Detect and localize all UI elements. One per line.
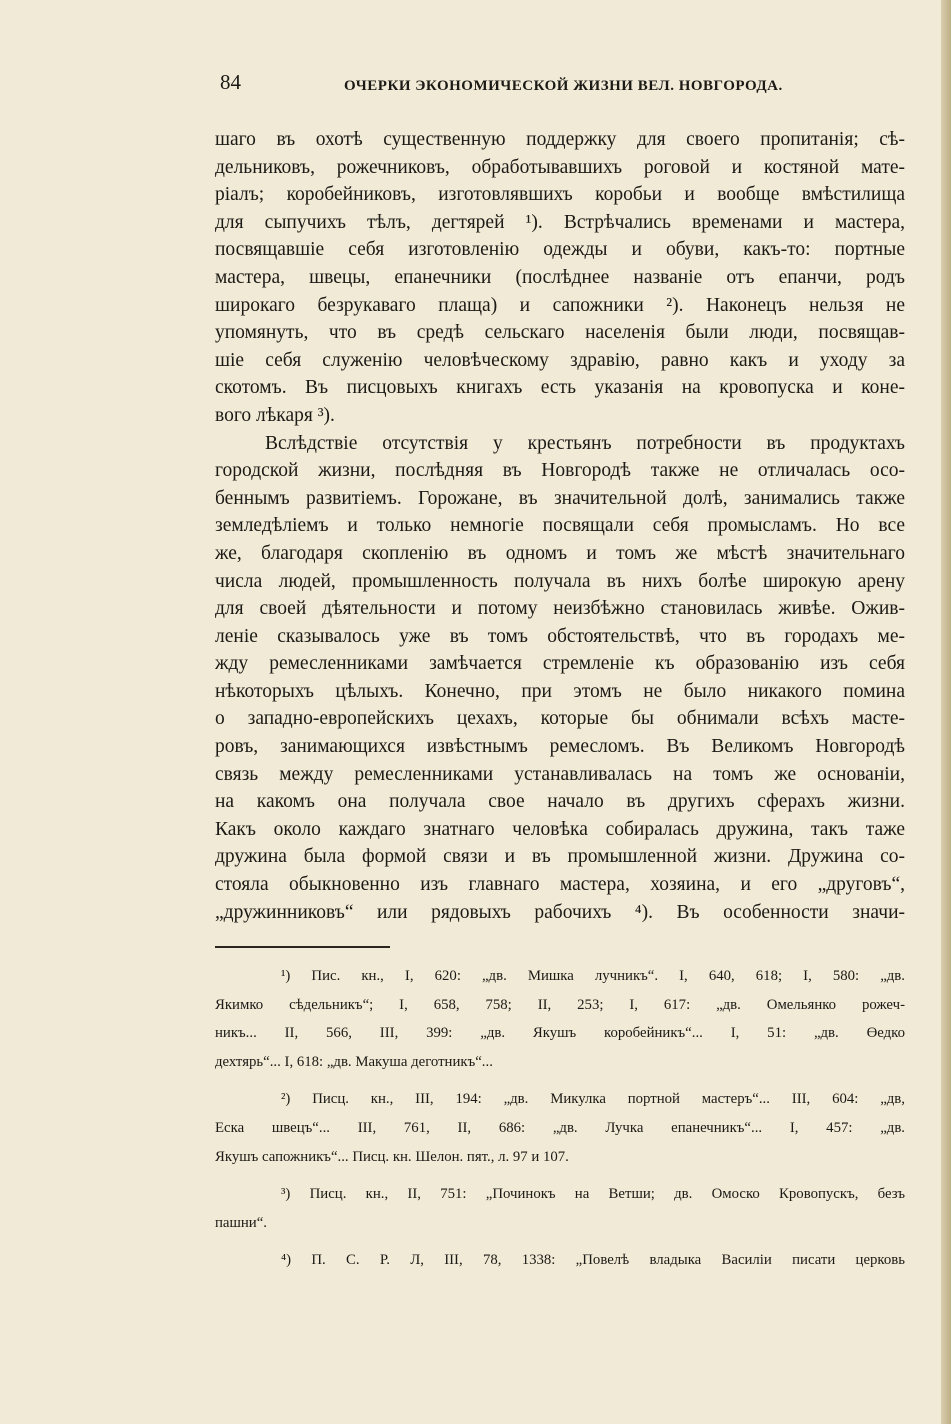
text-line: скотомъ. Въ писцовыхъ книгахъ есть указанія на кровопуска и коне- bbox=[215, 377, 905, 399]
text-line: жду ремесленниками замѣчается стремленіе къ образованію изъ себя bbox=[215, 653, 905, 675]
footnote-2 bbox=[215, 1085, 905, 1171]
footnote-line: ³) Писц. кн., II, 751: „Починокъ на Ветши; дв. Омоско Кровопускъ, безъ bbox=[281, 1186, 905, 1203]
text-line: ровъ, занимающихся извѣстнымъ ремесломъ. Въ Великомъ Новгородѣ bbox=[215, 736, 905, 758]
page-header bbox=[220, 70, 910, 100]
running-head: ОЧЕРКИ ЭКОНОМИЧЕСКОЙ ЖИЗНИ ВЕЛ. НОВГОРОДА. bbox=[344, 78, 783, 94]
body-text bbox=[215, 126, 905, 926]
footnote-separator bbox=[215, 946, 390, 948]
text-line: стояла обыкновенно изъ главнаго мастера, хозяина, и его „друговъ“, bbox=[215, 874, 905, 896]
footnote-line: Еска швецъ“... III, 761, II, 686: „дв. Лучка епанечникъ“... I, 457: „дв. bbox=[215, 1119, 905, 1136]
text-line: ріалъ; коробейниковъ, изготовлявшихъ коробьи и вообще вмѣстилища bbox=[215, 184, 905, 206]
footnote-line: ¹) Пис. кн., I, 620: „дв. Мишка лучникъ“. I, 640, 618; I, 580: „дв. bbox=[281, 968, 905, 984]
text-line: шаго въ охотѣ существенную поддержку для своего пропитанія; сѣ- bbox=[215, 129, 905, 150]
page-edge bbox=[941, 0, 951, 1424]
text-line: леніе сказывалось уже въ томъ обстоятельствѣ, что въ городахъ ме- bbox=[215, 625, 905, 647]
footnote-4 bbox=[215, 1246, 905, 1275]
text-line: земледѣліемъ и только немногіе посвящали себя промысламъ. Но все bbox=[215, 515, 905, 537]
text-line: беннымъ развитіемъ. Горожане, въ значительной долѣ, занимались также bbox=[215, 487, 905, 509]
footnote-line: ²) Писц. кн., III, 194: „дв. Микулка портной мастеръ“... III, 604: „дв, bbox=[281, 1091, 905, 1108]
text-line: числа людей, промышленность получала въ нихъ болѣе широкую арену bbox=[215, 570, 905, 592]
footnote-line: дехтярь“... I, 618: „дв. Макуша деготникъ“... bbox=[215, 1053, 493, 1070]
text-line: Какъ около каждаго знатнаго человѣка собиралась дружина, такъ таже bbox=[215, 818, 905, 840]
footnote-line: Якимко сѣдельникъ“; I, 658, 758; II, 253; I, 617: „дв. Омельянко рожеч- bbox=[215, 996, 905, 1013]
page-number: 84 bbox=[220, 70, 241, 94]
paragraph-start-line: Вслѣдствіе отсутствія у крестьянъ потребности въ продуктахъ bbox=[265, 432, 905, 454]
footnote-1 bbox=[215, 962, 905, 1076]
text-line: широкаго безрукаваго плаща) и сапожники ²). Наконецъ нельзя не bbox=[215, 294, 905, 316]
text-line: связь между ремесленниками устанавливалась на томъ же основаніи, bbox=[215, 763, 905, 785]
text-line: упомянуть, что въ средѣ сельскаго населенія были люди, посвящав- bbox=[215, 322, 905, 344]
text-line: нѣкоторыхъ цѣлыхъ. Конечно, при этомъ не было никакого помина bbox=[215, 680, 905, 702]
footnote-3 bbox=[215, 1180, 905, 1237]
text-line: „дружинниковъ“ или рядовыхъ рабочихъ ⁴). Въ особенности значи- bbox=[215, 901, 905, 923]
text-line: мастера, швецы, епанечники (послѣднее названіе отъ епанчи, родъ bbox=[215, 266, 905, 288]
footnote-line: никъ... II, 566, III, 399: „дв. Якушъ коробейникъ“... I, 51: „дв. Өедко bbox=[215, 1025, 905, 1042]
text-line: о западно-европейскихъ цехахъ, которые бы обнимали всѣхъ масте- bbox=[215, 708, 905, 730]
text-line: на какомъ она получала свое начало въ другихъ сферахъ жизни. bbox=[215, 791, 905, 813]
text-line: дружина была формой связи и въ промышленной жизни. Дружина со- bbox=[215, 846, 905, 868]
footnote-line: ⁴) П. С. Р. Л, III, 78, 1338: „Повелѣ владыка Василіи писати церковь bbox=[281, 1252, 905, 1269]
text-line: городской жизни, послѣдняя въ Новгородѣ также не отличалась осо- bbox=[215, 460, 905, 482]
text-line: же, благодаря скопленію въ одномъ и томъ же мѣстѣ значительнаго bbox=[215, 542, 905, 564]
text-line: для сыпучихъ тѣлъ, дегтярей ¹). Встрѣчались временами и мастера, bbox=[215, 211, 905, 233]
text-line: посвящавшіе себя изготовленію одежды и обуви, какъ-то: портные bbox=[215, 239, 905, 261]
text-line: вого лѣкаря ³). bbox=[215, 404, 335, 426]
footnote-line: пашни“. bbox=[215, 1214, 267, 1231]
text-line: дельниковъ, рожечниковъ, обработывавшихъ роговой и костяной мате- bbox=[215, 156, 905, 178]
text-line: шіе себя служенію человѣческому здравію, равно какъ и уходу за bbox=[215, 349, 905, 371]
footnotes bbox=[215, 962, 905, 1275]
text-line: для своей дѣятельности и потому неизбѣжно становилась живѣе. Ожив- bbox=[215, 598, 905, 620]
footnote-line: Якушъ сапожникъ“... Писц. кн. Шелон. пят., л. 97 и 107. bbox=[215, 1148, 569, 1165]
